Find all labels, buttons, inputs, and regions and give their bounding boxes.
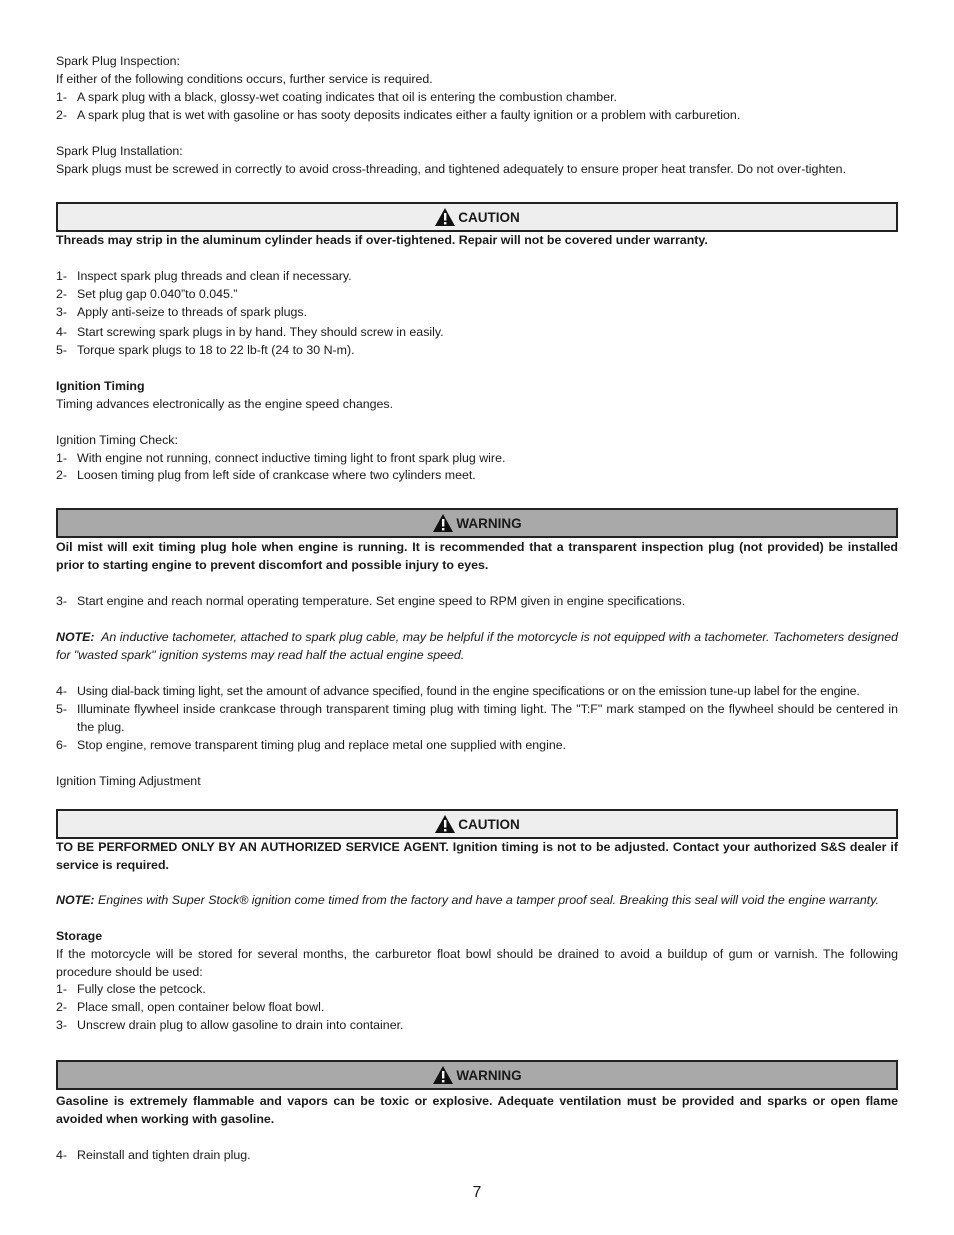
list-item-text: With engine not running, connect inductive timing light to front spark plug wire.	[77, 451, 506, 465]
caution-label: CAUTION	[458, 209, 520, 225]
list-item-number: 2-	[56, 468, 68, 482]
warning-banner	[56, 1060, 898, 1090]
caution-text: TO BE PERFORMED ONLY BY AN AUTHORIZED SERVICE AGENT. Ignition timing is not to be adjusted. Contact your authorized S&S dealer if service is required.	[56, 840, 898, 872]
list-item-text: Set plug gap 0.040”to 0.045.”	[77, 287, 238, 301]
caution-label: CAUTION	[458, 816, 520, 832]
warning-triangle-icon	[432, 1065, 454, 1085]
list-item-number: 3-	[56, 305, 68, 319]
warning-banner	[56, 508, 898, 538]
warning-text: Oil mist will exit timing plug hole when engine is running. It is recommended that a transparent inspection plug (not provided) be installed prior to starting engine to prevent discomfort and possible injury to eyes.	[56, 540, 898, 572]
inspection-heading: Spark Plug Inspection:	[56, 54, 180, 68]
warning-label: WARNING	[456, 1067, 522, 1083]
list-item-text: Illuminate flywheel inside crankcase through transparent timing plug with timing light. The "T:F" mark stamped on the flywheel should be centered in the plug.	[77, 702, 898, 734]
note-label: NOTE:	[56, 893, 95, 907]
ignition-heading: Ignition Timing	[56, 379, 145, 393]
list-item-text: Reinstall and tighten drain plug.	[77, 1148, 251, 1162]
note	[56, 628, 898, 664]
list-item-text: A spark plug with a black, glossy-wet coating indicates that oil is entering the combustion chamber.	[77, 90, 617, 104]
list-item-text: Loosen timing plug from left side of crankcase where two cylinders meet.	[77, 468, 476, 482]
warning-triangle-icon	[434, 814, 456, 834]
caution-banner	[56, 202, 898, 232]
storage-heading: Storage	[56, 929, 103, 943]
warning-text: Gasoline is extremely flammable and vapors can be toxic or explosive. Adequate ventilation must be provided and sparks or open flame avoided when working with gasoline.	[56, 1094, 898, 1126]
caution-banner	[56, 809, 898, 839]
list-item-text: Start engine and reach normal operating temperature. Set engine speed to RPM given in engine specifications.	[77, 594, 686, 608]
ignition-check-heading: Ignition Timing Check:	[56, 433, 178, 447]
storage-text: If the motorcycle will be stored for several months, the carburetor float bowl should be drained to avoid a buildup of gum or varnish. The following procedure should be used:	[56, 947, 898, 979]
note-text: Engines with Super Stock® ignition come timed from the factory and have a tamper proof seal. Breaking this seal will void the engine warranty.	[98, 893, 879, 907]
list-item-number: 4-	[56, 684, 68, 698]
list-item-text: Apply anti-seize to threads of spark plugs.	[77, 305, 308, 319]
note-text: An inductive tachometer, attached to spark plug cable, may be helpful if the motorcycle is not equipped with a tachometer. Tachometers designed for "wasted spark" ignition systems may read half the actual engine speed.	[56, 630, 898, 662]
list-item-number: 1-	[56, 269, 68, 283]
list-item-number: 2-	[56, 287, 68, 301]
warning-triangle-icon	[432, 513, 454, 533]
list-item-number: 6-	[56, 738, 68, 752]
adjustment-heading: Ignition Timing Adjustment	[56, 774, 201, 788]
warning-label: WARNING	[456, 515, 522, 531]
list-item-number: 5-	[56, 702, 68, 716]
page-number: 7	[472, 1184, 482, 1201]
list-item-text: Inspect spark plug threads and clean if necessary.	[77, 269, 352, 283]
list-item-number: 1-	[56, 982, 68, 996]
note	[56, 891, 898, 909]
list-item-text: Using dial-back timing light, set the amount of advance specified, found in the engine specifications or on the emission tune-up label for the engine.	[77, 684, 860, 698]
list-item-text: Start screwing spark plugs in by hand. They should screw in easily.	[77, 325, 444, 339]
list-item-text: A spark plug that is wet with gasoline or has sooty deposits indicates either a faulty ignition or a problem with carburetion.	[77, 108, 741, 122]
list-item-text: Unscrew drain plug to allow gasoline to drain into container.	[77, 1018, 404, 1032]
list-item-number: 4-	[56, 325, 68, 339]
inspection-intro: If either of the following conditions occurs, further service is required.	[56, 72, 433, 86]
list-item-number: 5-	[56, 343, 68, 357]
list-item-text: Stop engine, remove transparent timing plug and replace metal one supplied with engine.	[77, 738, 567, 752]
list-item-number: 3-	[56, 594, 68, 608]
installation-heading: Spark Plug Installation:	[56, 144, 183, 158]
warning-triangle-icon	[434, 207, 456, 227]
list-item-number: 4-	[56, 1148, 68, 1162]
installation-text: Spark plugs must be screwed in correctly to avoid cross-threading, and tightened adequately to ensure proper heat transfer. Do not over-tighten.	[56, 162, 847, 176]
list-item-text: Place small, open container below float bowl.	[77, 1000, 325, 1014]
ignition-text: Timing advances electronically as the engine speed changes.	[56, 397, 394, 411]
note-label: NOTE:	[56, 630, 95, 644]
list-item-number: 3-	[56, 1018, 68, 1032]
list-item-text: Fully close the petcock.	[77, 982, 206, 996]
caution-text: Threads may strip in the aluminum cylinder heads if over-tightened. Repair will not be covered under warranty.	[56, 233, 708, 247]
list-item-text: Torque spark plugs to 18 to 22 lb-ft (24 to 30 N-m).	[77, 343, 355, 357]
list-item-number: 1-	[56, 90, 68, 104]
list-item-number: 2-	[56, 1000, 68, 1014]
list-item-number: 2-	[56, 108, 68, 122]
list-item-number: 1-	[56, 451, 68, 465]
